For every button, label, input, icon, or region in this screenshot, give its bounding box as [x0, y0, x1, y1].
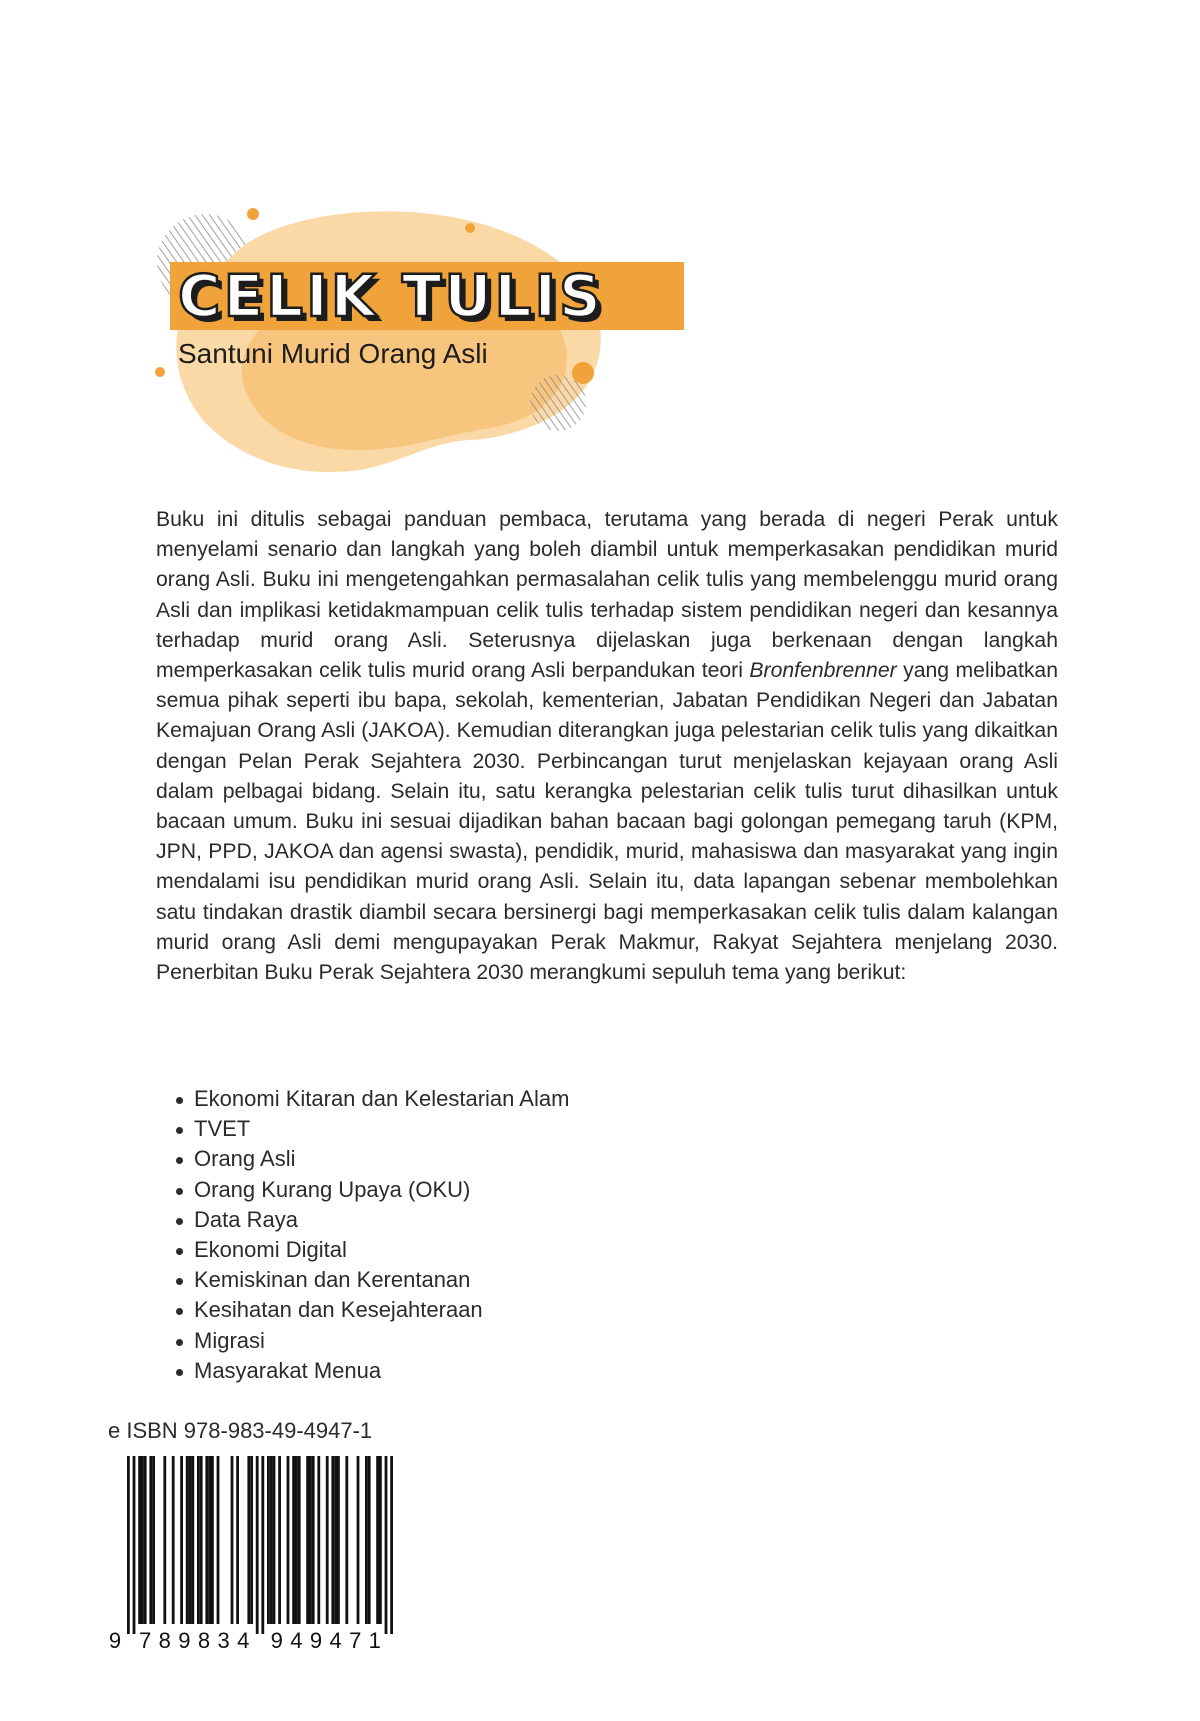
barcode-bar: [273, 1456, 276, 1624]
barcode-digit: 1: [368, 1628, 381, 1652]
barcode-bar: [149, 1456, 152, 1624]
barcode-bar: [267, 1456, 270, 1624]
barcode-digits: [109, 1628, 381, 1652]
barcode-bar: [152, 1456, 155, 1624]
barcode-bar: [345, 1456, 348, 1624]
barcode-digit: 4: [329, 1628, 342, 1652]
barcode-bar: [368, 1456, 371, 1624]
barcode-bar: [379, 1456, 382, 1624]
barcode-bar: [211, 1456, 214, 1624]
barcode-digit: 9: [108, 1628, 122, 1652]
barcode-digit: 3: [217, 1628, 230, 1652]
barcode-bar: [236, 1456, 239, 1624]
theme-list-item: Data Raya: [174, 1205, 569, 1235]
barcode-bar: [278, 1456, 281, 1624]
barcode-bar: [337, 1456, 340, 1624]
theme-list-item: Kemiskinan dan Kerentanan: [174, 1265, 569, 1295]
barcode-bar: [127, 1456, 130, 1634]
dot-right-large: [572, 362, 594, 384]
barcode-bar: [217, 1456, 220, 1624]
barcode-bar: [357, 1456, 360, 1624]
synopsis-italic-term: Bronfenbrenner: [749, 659, 897, 683]
barcode-bar: [138, 1456, 141, 1624]
barcode-bar: [200, 1456, 203, 1624]
theme-list-item: TVET: [174, 1114, 569, 1144]
barcode-digit: 8: [197, 1628, 211, 1652]
cover-title: CELIK TULIS: [178, 262, 604, 330]
barcode-bar: [186, 1456, 189, 1624]
barcode-bar: [390, 1456, 393, 1634]
synopsis-text-part1: Buku ini ditulis sebagai panduan pembaca, terutama yang berada di negeri Perak untuk menyelami senario dan langkah yang boleh diambil untuk memperkasakan pendidikan murid orang Asli. Buku ini mengetengahkan permasalahan celik tulis yang membelenggu murid orang Asli dan implikasi ketidakmampuan celik tulis terhadap sistem pendidikan negeri dan kesannya terhadap murid orang Asli. Seterusnya dijelaskan juga berkenaan dengan langkah memperkasakan celik tulis murid orang Asli berpandukan teori: [156, 508, 1058, 683]
barcode-digit: 7: [349, 1628, 362, 1652]
synopsis-text-part2: yang melibatkan semua pihak seperti ibu bapa, sekolah, kementerian, Jabatan Pendidikan Negeri dan Jabatan Kemajuan Orang Asli (JAKOA). Kemudian diterangkan juga pelestarian celik tulis yang dikaitkan dengan Pelan Perak Sejahtera 2030. Perbincangan turut menjelaskan kejayaan orang Asli dalam pelbagai bidang. Selain itu, satu kerangka pelestarian celik tulis turut dihasilkan untuk bacaan umum. Buku ini sesuai dijadikan bahan bacaan bagi golongan pemegang taruh (KPM, JPN, PPD, JAKOA dan agensi swasta), pendidik, murid, mahasiswa dan masyarakat yang ingin mendalami isu pendidikan murid orang Asli. Selain itu, data lapangan sebenar membolehkan satu tindakan drastik diambil secara bersinergi bagi memperkasakan celik tulis dalam kalangan murid orang Asli demi mengupayakan Perak Makmur, Rakyat Sejahtera menjelang 2030. Penerbitan Buku Perak Sejahtera 2030 merangkumi sepuluh tema yang berikut:: [156, 659, 1058, 985]
barcode-bar: [317, 1456, 320, 1624]
theme-list-item: Ekonomi Digital: [174, 1235, 569, 1265]
theme-list: [174, 1084, 569, 1386]
synopsis-paragraph: [156, 505, 1058, 988]
barcode-bar: [312, 1456, 315, 1624]
barcode-bar: [208, 1456, 211, 1624]
barcode-bar: [191, 1456, 194, 1624]
barcode-bar: [144, 1456, 147, 1624]
barcode-bar: [247, 1456, 250, 1624]
barcode-bar: [141, 1456, 144, 1624]
theme-list-item: Kesihatan dan Kesejahteraan: [174, 1295, 569, 1325]
dot-top: [247, 208, 259, 220]
hero-blob-graphic: [0, 0, 1200, 500]
barcode-bar: [180, 1456, 183, 1624]
barcode-bar: [326, 1456, 329, 1624]
barcode-digit: 4: [237, 1628, 250, 1652]
isbn-label: e ISBN 978-983-49-4947-1: [108, 1418, 373, 1443]
barcode-bar: [309, 1456, 312, 1624]
theme-list-item: Migrasi: [174, 1326, 569, 1356]
dot-left: [155, 367, 165, 377]
barcode-digit: 7: [139, 1628, 152, 1652]
barcode-bar: [197, 1456, 200, 1624]
barcode-bar: [298, 1456, 301, 1624]
barcode-bar: [133, 1456, 136, 1634]
barcode-bars: [127, 1456, 393, 1634]
barcode-digit: 9: [178, 1628, 191, 1652]
barcode-bar: [306, 1456, 309, 1624]
theme-list-item: Orang Kurang Upaya (OKU): [174, 1175, 569, 1205]
barcode-bar: [292, 1456, 295, 1624]
theme-list-item: Orang Asli: [174, 1144, 569, 1174]
barcode-bar: [261, 1456, 264, 1634]
theme-list-item: Ekonomi Kitaran dan Kelestarian Alam: [174, 1084, 569, 1114]
barcode-bar: [172, 1456, 175, 1624]
barcode-bar: [376, 1456, 379, 1624]
barcode-digit: 9: [270, 1628, 283, 1652]
cover-subtitle: Santuni Murid Orang Asli: [178, 338, 488, 369]
barcode-bar: [287, 1456, 290, 1624]
barcode-bar: [385, 1456, 388, 1634]
barcode-bar: [250, 1456, 253, 1624]
barcode-bar: [256, 1456, 259, 1634]
barcode-bar: [334, 1456, 337, 1624]
dot-top-right: [465, 223, 475, 233]
barcode-digit: 8: [158, 1628, 171, 1652]
barcode-bar: [189, 1456, 192, 1624]
barcode-bar: [365, 1456, 368, 1624]
theme-list-item: Masyarakat Menua: [174, 1356, 569, 1386]
barcode-bar: [295, 1456, 298, 1624]
barcode-bar: [231, 1456, 234, 1624]
barcode-digit: 9: [309, 1628, 323, 1652]
barcode-digit: 4: [290, 1628, 303, 1652]
isbn-barcode: [105, 1454, 425, 1652]
barcode-bar: [270, 1456, 273, 1624]
barcode-bar: [205, 1456, 208, 1624]
barcode-bar: [331, 1456, 334, 1624]
barcode-bar: [163, 1456, 166, 1624]
